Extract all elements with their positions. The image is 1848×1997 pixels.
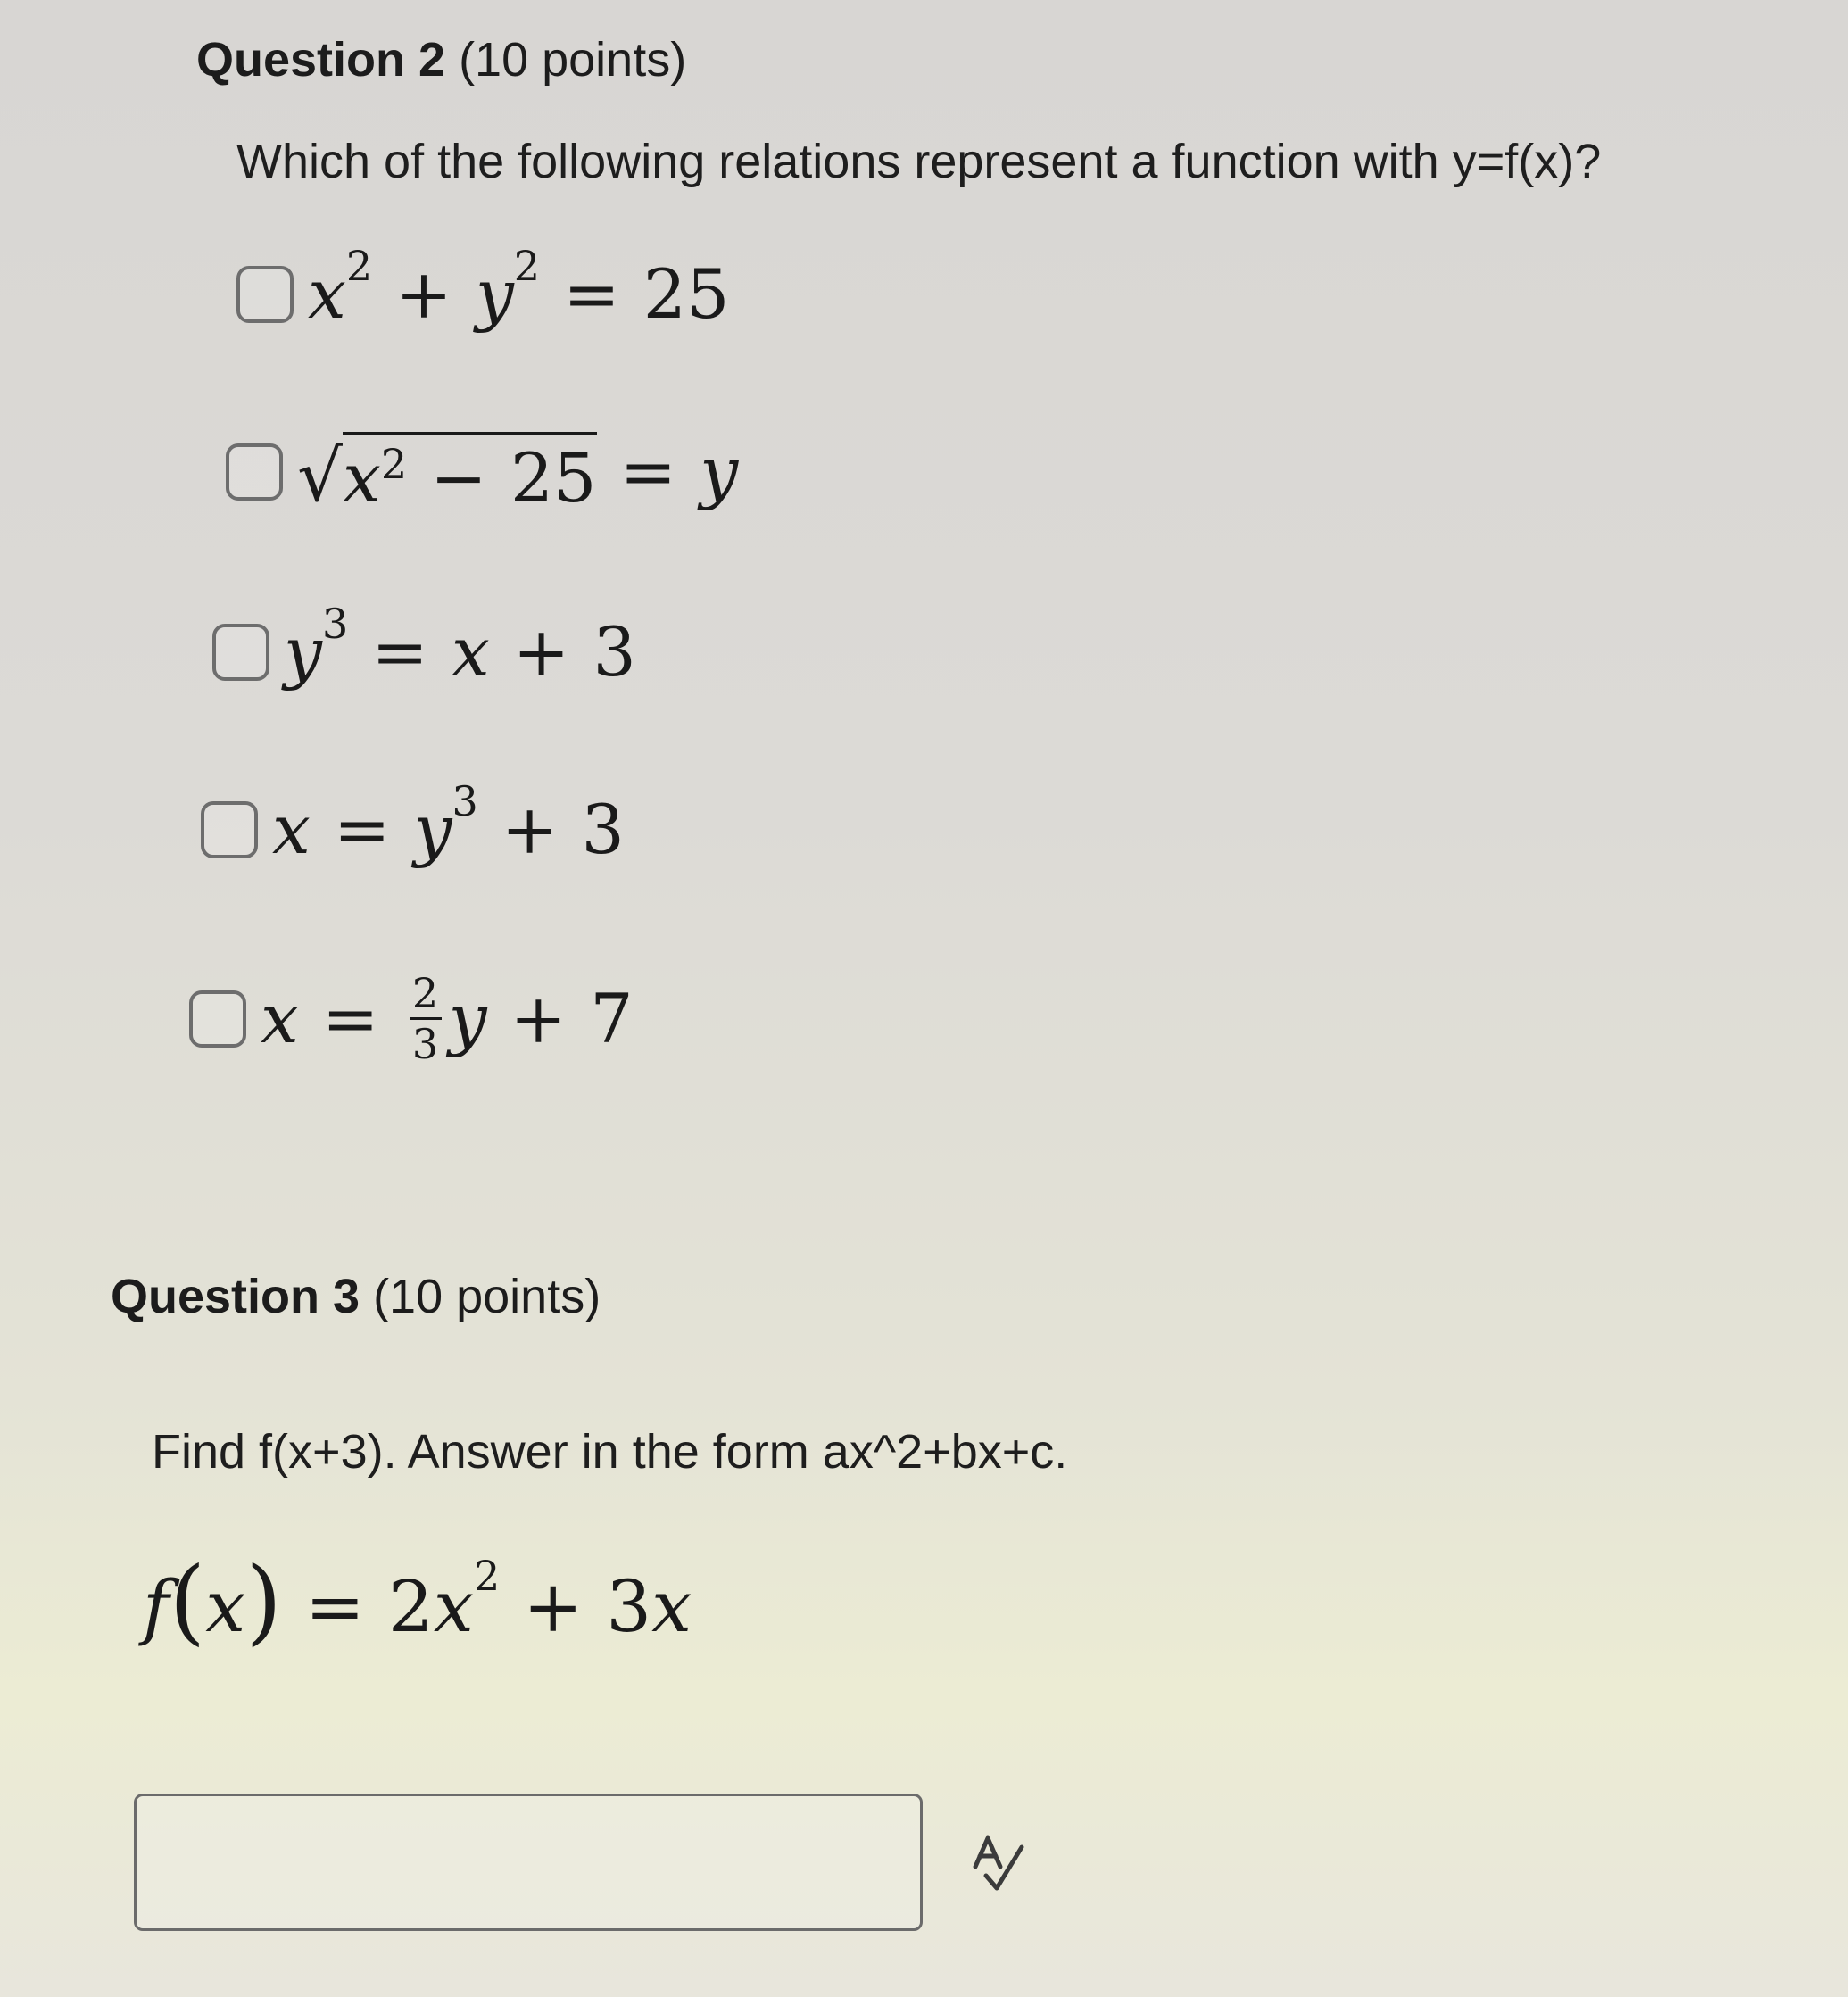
option-5-checkbox[interactable] — [189, 990, 246, 1048]
function-definition: f ( x ) = 2 x $^2$ + 3 x — [143, 1546, 692, 1655]
question-3-points: (10 points) — [373, 1270, 601, 1323]
option-3-checkbox[interactable] — [212, 624, 269, 681]
option-1-checkbox[interactable] — [236, 266, 294, 323]
option-2-checkbox[interactable] — [226, 443, 283, 501]
option-1[interactable] — [236, 242, 730, 334]
question-3-prompt: Find f(x+3). Answer in the form ax^2+bx+c. — [152, 1425, 1068, 1479]
question-2-prompt: Which of the following relations represent a function with y=f(x)? — [236, 135, 1602, 188]
option-4-checkbox[interactable] — [201, 801, 258, 858]
question-2-points: (10 points) — [459, 33, 687, 87]
option-2[interactable] — [226, 432, 739, 518]
option-5[interactable] — [189, 969, 634, 1068]
question-2-title: Question 2 — [196, 33, 446, 87]
option-4[interactable] — [201, 777, 625, 869]
answer-input[interactable] — [134, 1794, 923, 1931]
option-1-equation: x $^2$ + y $^2$ = 25 — [308, 242, 730, 334]
option-4-equation: x = y $^3$ + 3 — [272, 777, 625, 869]
option-3-equation: y $^3$ = x + 3 — [284, 600, 636, 692]
question-3-title: Question 3 — [111, 1270, 360, 1323]
option-2-equation: √ x $^2$ − 25 = y — [297, 432, 739, 518]
option-5-equation: x = $\frac{2}{3}$ y + 7 — [261, 969, 634, 1068]
option-3[interactable] — [212, 600, 636, 692]
question-2-heading — [196, 32, 686, 87]
spell-check-icon[interactable] — [966, 1831, 1029, 1893]
square-root: √ x $^2$ − 25 — [297, 432, 597, 512]
fraction-two-thirds: $\frac{2}{3}$ — [410, 973, 442, 1065]
question-3-heading — [111, 1269, 601, 1324]
